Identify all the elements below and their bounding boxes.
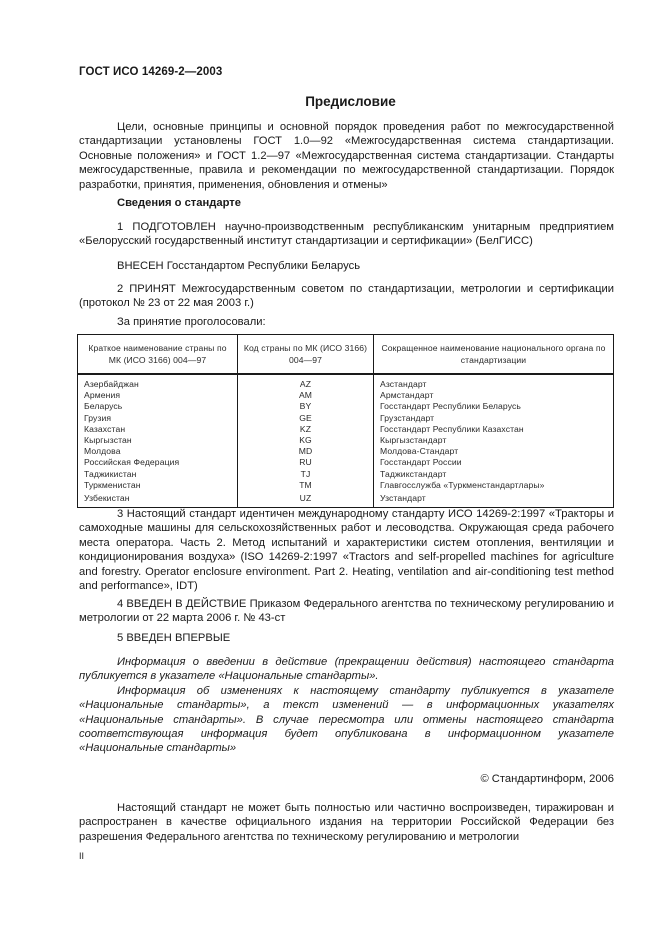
standards-body: Грузстандарт	[374, 413, 614, 424]
table-row	[78, 491, 614, 508]
page-title: Предисловие	[305, 94, 396, 109]
table-row	[78, 413, 614, 424]
standards-body: Таджикстандарт	[374, 469, 614, 480]
country-name: Таджикистан	[78, 469, 238, 480]
header-country: Краткое наименование страны по МК (ИСО 3166) 004—97	[78, 335, 238, 375]
country-name: Грузия	[78, 413, 238, 424]
copyright-text: © Стандартинформ, 2006	[480, 773, 614, 785]
item-4	[79, 597, 614, 626]
item-2	[79, 282, 614, 311]
header-body: Сокращенное наименование национального органа по стандартизации	[374, 335, 614, 375]
table-row	[78, 424, 614, 435]
country-name: Армения	[78, 390, 238, 401]
country-code: AZ	[238, 374, 374, 390]
introduced-by	[79, 259, 614, 273]
intro-paragraph: Цели, основные принципы и основной порядок проведения работ по межгосударственной стандартизации установлены ГОСТ 1.0—92 «Межгосударственная система стандартизации. Основные положения» и ГОСТ 1.2—97 «Межгосударственная система стандартизации. Стандарты межгосударственные, правила и рекомендации по межгосударственной стандартизации. Порядок разработки, принятия, применения, обновления и отмены»	[79, 121, 614, 191]
country-code: UZ	[238, 491, 374, 508]
country-code: AM	[238, 390, 374, 401]
page-number: II	[79, 851, 85, 861]
country-name: Азербайджан	[78, 374, 238, 390]
item-4-text: 4 ВВЕДЕН В ДЕЙСТВИЕ Приказом Федерального агентства по техническому регулированию и метрологии от 22 марта 2006 г. № 43-ст	[79, 598, 614, 625]
item-5	[79, 631, 614, 645]
voted-label-text: За принятие проголосовали:	[117, 316, 266, 328]
country-code: BY	[238, 401, 374, 412]
standards-body: Армстандарт	[374, 390, 614, 401]
table-row	[78, 457, 614, 468]
standards-body: Кыргызстандарт	[374, 435, 614, 446]
country-name: Кыргызстан	[78, 435, 238, 446]
country-code: MD	[238, 446, 374, 457]
reproduction-notice	[79, 801, 614, 844]
standard-info-section	[79, 196, 614, 210]
table-row	[78, 390, 614, 401]
standards-body: Главгосслужба «Туркменстандартлары»	[374, 480, 614, 491]
standards-body: Госстандарт Республики Беларусь	[374, 401, 614, 412]
section-heading: Сведения о стандарте	[117, 197, 241, 209]
item-1	[79, 220, 614, 249]
info-paragraph-2: Информация об изменениях к настоящему стандарту публикуется в указателе «Национальные стандарты», а текст изменений — в информационных указателях «Национальные стандарты». В случае пересмотра или отмены настоящего стандарта соответствующая информация будет опубликована в информационном указателе «Национальные стандарты»	[79, 684, 614, 755]
item-1-text: 1 ПОДГОТОВЛЕН научно-производственным республиканским унитарным предприятием «Белорусский государственный институт стандартизации и сертификации» (БелГИСС)	[79, 221, 614, 248]
country-name: Туркменистан	[78, 480, 238, 491]
table-row	[78, 446, 614, 457]
country-name: Молдова	[78, 446, 238, 457]
voting-countries-table	[77, 334, 614, 508]
standards-body: Госстандарт Республики Казахстан	[374, 424, 614, 435]
info-paragraph-1: Информация о введении в действие (прекращении действия) настоящего стандарта публикуется в указателе «Национальные стандарты».	[79, 656, 614, 683]
item-3	[79, 507, 614, 593]
country-code: GE	[238, 413, 374, 424]
intro-section	[79, 120, 614, 192]
country-name: Российская Федерация	[78, 457, 238, 468]
table-header-row	[78, 335, 614, 375]
country-code: KG	[238, 435, 374, 446]
country-code: TM	[238, 480, 374, 491]
table-row	[78, 435, 614, 446]
table-row	[78, 469, 614, 480]
standards-body: Молдова-Стандарт	[374, 446, 614, 457]
item-2-text: 2 ПРИНЯТ Межгосударственным советом по стандартизации, метрологии и сертификации (протокол № 23 от 22 мая 2003 г.)	[79, 283, 614, 310]
standards-body: Госстандарт России	[374, 457, 614, 468]
publication-info	[79, 655, 614, 756]
country-code: RU	[238, 457, 374, 468]
country-code: KZ	[238, 424, 374, 435]
country-name: Казахстан	[78, 424, 238, 435]
voted-label	[79, 315, 614, 329]
introduced-by-text: ВНЕСЕН Госстандартом Республики Беларусь	[117, 260, 361, 272]
header-code: Код страны по МК (ИСО 3166) 004—97	[238, 335, 374, 375]
table-row	[78, 480, 614, 491]
table-row	[78, 374, 614, 390]
copyright-notice	[79, 772, 614, 786]
standards-body: Узстандарт	[374, 491, 614, 508]
country-name: Узбекистан	[78, 491, 238, 508]
table-row	[78, 401, 614, 412]
country-code: TJ	[238, 469, 374, 480]
standard-code-header: ГОСТ ИСО 14269-2—2003	[79, 66, 223, 78]
country-name: Беларусь	[78, 401, 238, 412]
item-3-text: 3 Настоящий стандарт идентичен международному стандарту ИСО 14269-2:1997 «Тракторы и самоходные машины для сельскохозяйственных работ и лесоводства. Окружающая среда рабочего места оператора. Часть 2. Метод испытаний и характеристики систем отопления, вентиляции и кондиционирования воздуха» (ISO 14269-2:1997 «Tractors and self-propelled machines for agriculture and forestry. Operator enclosure environment. Part 2. Heating, ventilation and air-conditioning test method and performance», IDT)	[79, 508, 614, 593]
item-5-text: 5 ВВЕДЕН ВПЕРВЫЕ	[117, 632, 231, 644]
reproduction-notice-text: Настоящий стандарт не может быть полностью или частично воспроизведен, тиражирован и распространен в качестве официального издания на территории Российской Федерации без разрешения Федерального агентства по техническому регулированию и метрологии	[79, 802, 614, 843]
standards-body: Азстандарт	[374, 374, 614, 390]
